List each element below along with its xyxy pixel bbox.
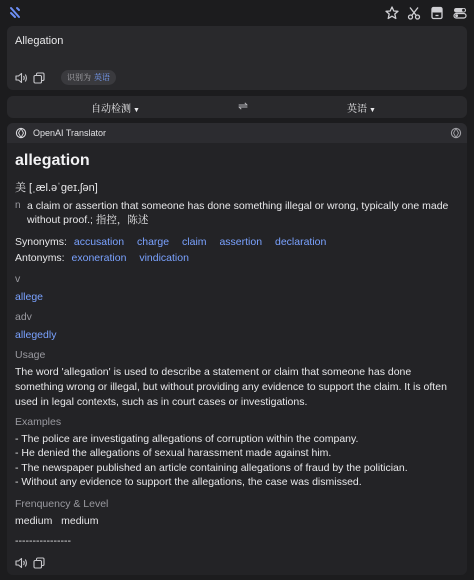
antonyms-label: Antonyms: (15, 252, 65, 264)
target-language-select[interactable] (347, 100, 376, 115)
copy-icon[interactable] (32, 557, 46, 569)
part-of-speech-noun: n (15, 200, 21, 211)
input-area[interactable] (7, 26, 467, 90)
antonyms-row (15, 252, 199, 264)
detected-prefix: 识别为 (67, 73, 91, 82)
level-value: medium (61, 515, 99, 527)
example-line: - Without any evidence to support the allegations, the case was dismissed. (15, 476, 362, 488)
antonym-link[interactable]: exoneration (71, 252, 127, 264)
part-of-speech-verb: v (15, 273, 21, 285)
caret-down-icon: ▼ (133, 107, 140, 114)
headword: allegation (15, 152, 90, 169)
synonym-link[interactable]: declaration (274, 236, 327, 248)
phonetic: 美 [ˌæl.əˈɡeɪ.ʃən] (15, 182, 98, 194)
swap-languages-icon[interactable]: ⇌ (238, 99, 249, 113)
target-language-label: 英语 (347, 104, 367, 115)
examples-label: Examples (15, 416, 62, 428)
translation-result-card (7, 123, 467, 575)
result-header (7, 123, 467, 143)
synonyms-label: Synonyms: (15, 236, 67, 248)
caret-down-icon: ▼ (369, 107, 376, 114)
provider-name: OpenAI Translator (33, 128, 107, 138)
settings-toggle-icon[interactable] (451, 4, 469, 22)
part-of-speech-adverb: adv (15, 311, 32, 323)
separator-line: ---------------- (15, 535, 71, 547)
synonym-link[interactable]: claim (182, 236, 207, 248)
source-language-select[interactable] (91, 100, 140, 115)
example-line: - The police are investigating allegations of corruption within the company. (15, 433, 359, 445)
copy-icon[interactable] (32, 72, 46, 84)
language-bar (7, 96, 467, 118)
synonym-link[interactable]: charge (136, 236, 170, 248)
scissors-icon[interactable] (405, 4, 423, 22)
speaker-icon[interactable] (14, 72, 28, 84)
pin-icon[interactable] (383, 4, 401, 22)
history-icon[interactable] (428, 4, 446, 22)
verb-form-link[interactable]: allege (15, 291, 44, 303)
usage-label: Usage (15, 349, 46, 361)
speaker-icon[interactable] (14, 557, 28, 569)
synonyms-row (15, 236, 336, 248)
example-line: - He denied the allegations of sexual harassment made against him. (15, 447, 332, 459)
detected-language[interactable]: 英语 (94, 73, 110, 82)
definition: a claim or assertion that someone has done something illegal or wrong, typically one made without proof.; 指控，陈述 (27, 200, 449, 226)
detected-language-badge (61, 70, 116, 85)
top-toolbar (0, 0, 474, 26)
synonym-link[interactable]: assertion (219, 236, 263, 248)
frequency-values (15, 515, 98, 527)
antonym-link[interactable]: vindication (139, 252, 189, 264)
frequency-label: Frenquency & Level (15, 498, 109, 510)
frequency-value: medium (15, 515, 53, 527)
example-line: - The newspaper published an article containing allegations of fraud by the politician. (15, 462, 408, 474)
openai-icon (450, 127, 462, 139)
usage-text: The word 'allegation' is used to describe a statement or claim that someone has done something wrong or illegal, but without providing any evidence to support the claim. It is often used in legal contexts, such as in court cases or investigations. (15, 366, 447, 408)
input-text[interactable]: Allegation (15, 35, 64, 47)
synonym-link[interactable]: accusation (73, 236, 125, 248)
app-logo-icon (6, 4, 24, 22)
source-language-label: 自动检测 (91, 104, 131, 115)
adverb-form-link[interactable]: allegedly (15, 329, 57, 341)
openai-icon (15, 127, 27, 139)
